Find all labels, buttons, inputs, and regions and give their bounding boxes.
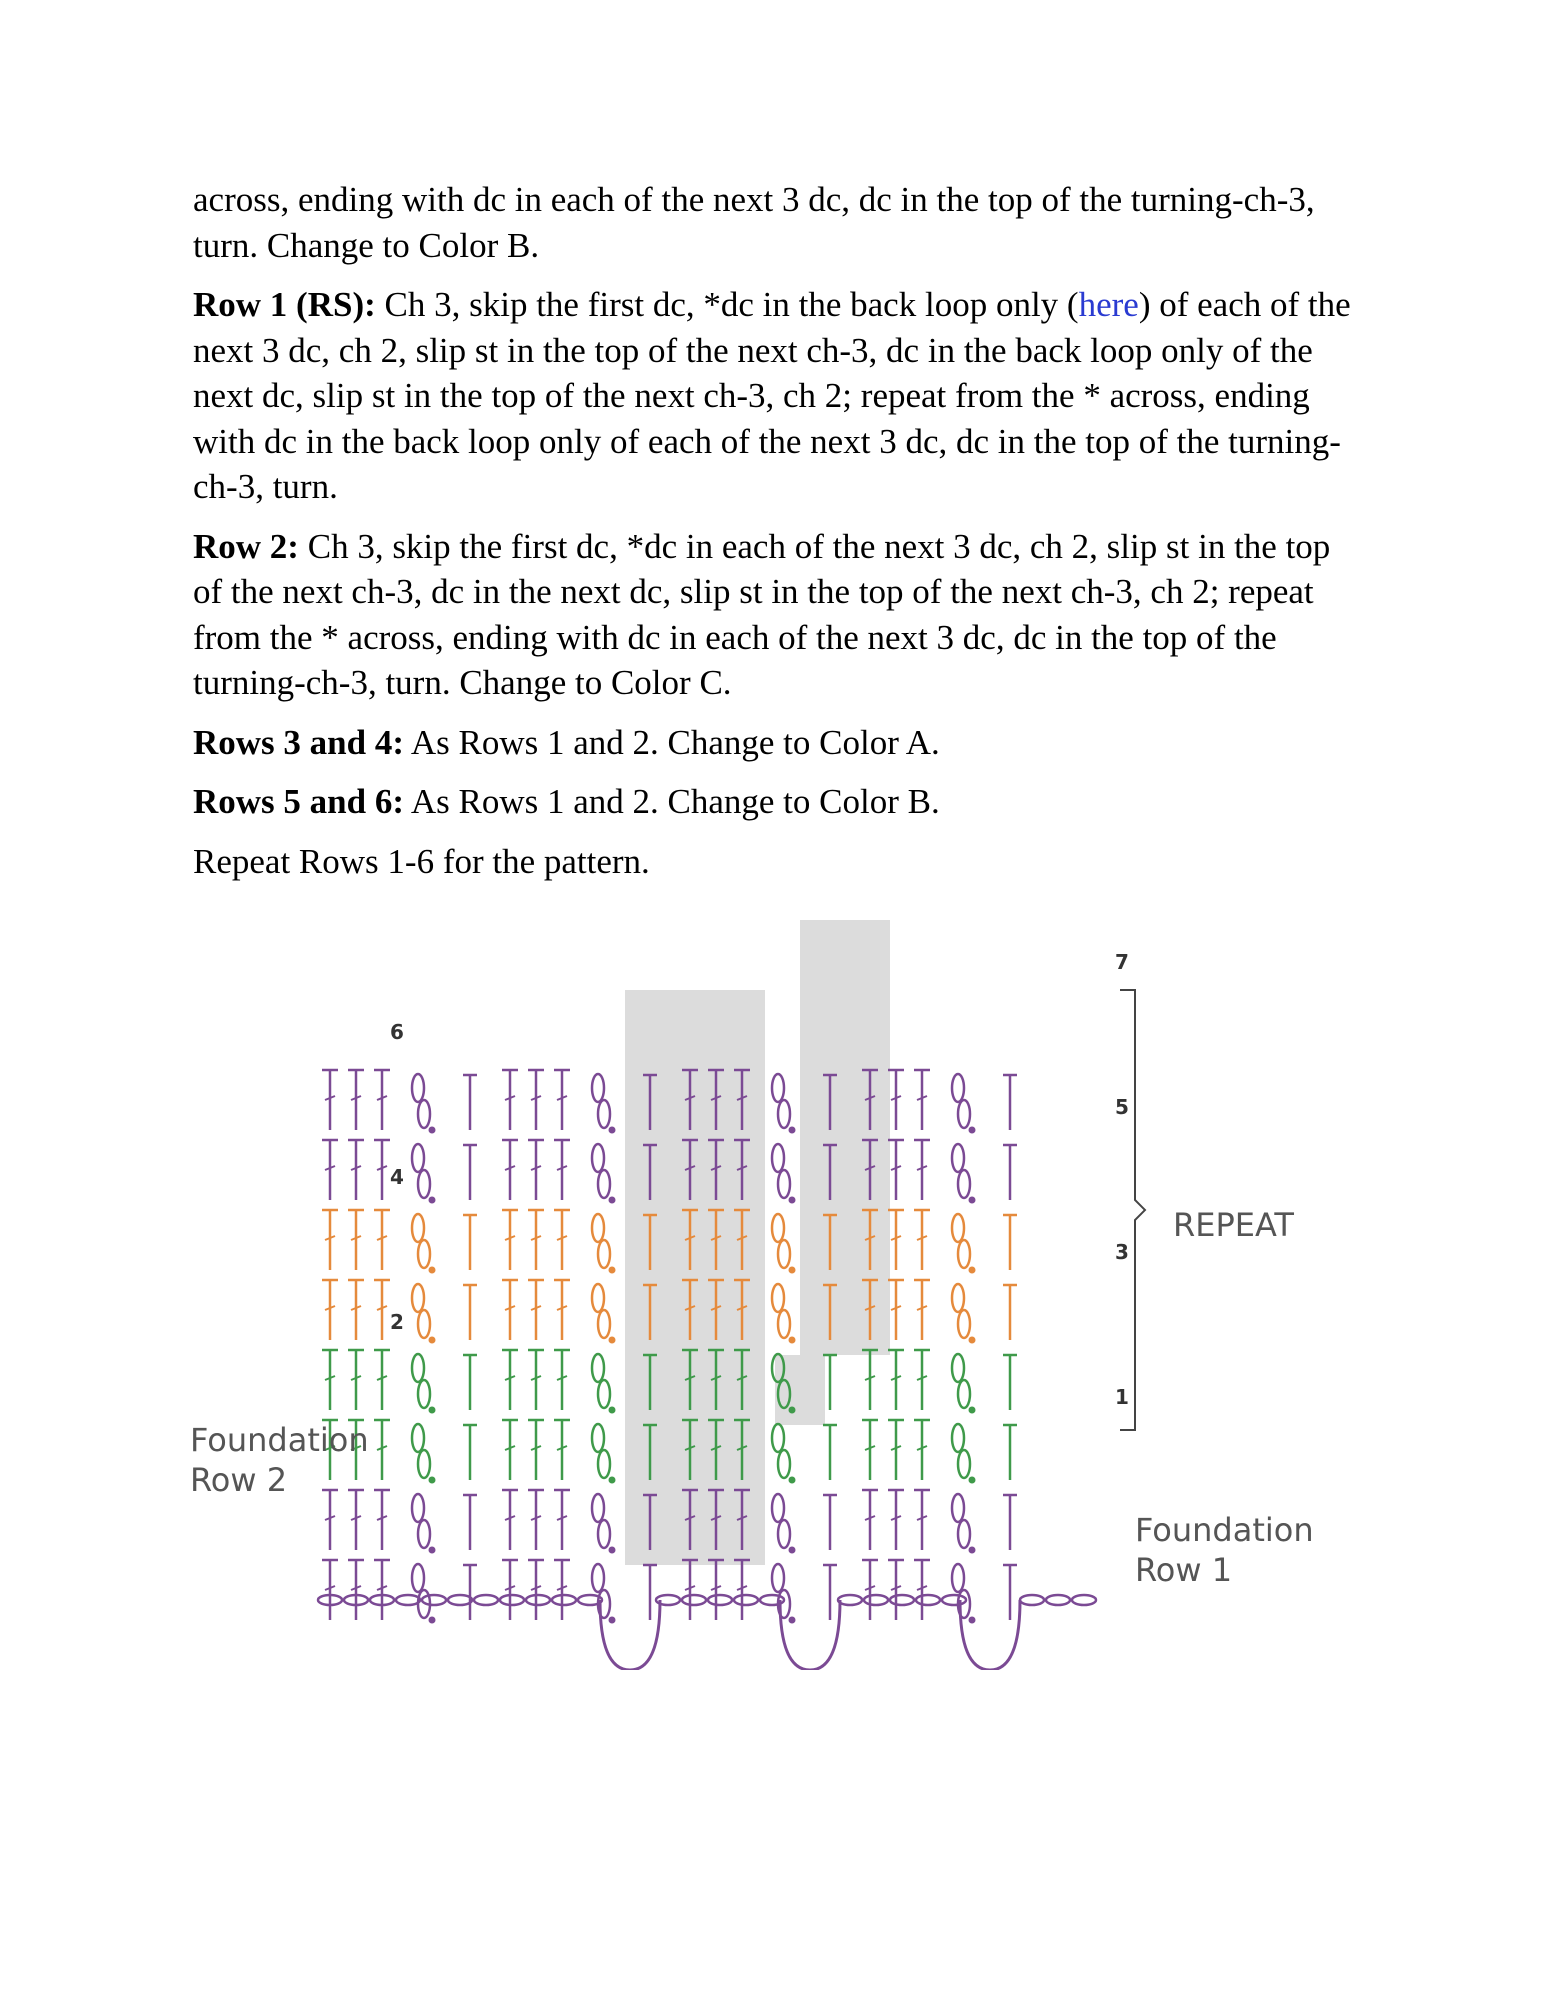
slip-stitch-dot <box>609 1127 616 1134</box>
chain-oval <box>598 1100 610 1128</box>
chain-oval <box>772 1494 784 1522</box>
slip-stitch-dot <box>789 1617 796 1624</box>
rows-3-4-label: Rows 3 and 4: <box>193 722 405 762</box>
chain-oval <box>418 1380 430 1408</box>
chain-oval <box>412 1494 424 1522</box>
slip-stitch-dot <box>429 1617 436 1624</box>
foundation-chain-oval <box>526 1595 550 1605</box>
foundation-chain-oval <box>734 1595 758 1605</box>
row-number-5: 5 <box>1115 1095 1129 1119</box>
slip-stitch-dot <box>789 1267 796 1274</box>
chain-oval <box>418 1100 430 1128</box>
chain-oval <box>952 1494 964 1522</box>
slip-stitch-dot <box>969 1617 976 1624</box>
chain-oval <box>592 1074 604 1102</box>
paragraph-row-1 <box>193 282 1353 510</box>
chain-oval <box>772 1074 784 1102</box>
chain-oval <box>418 1450 430 1478</box>
slip-stitch-dot <box>609 1267 616 1274</box>
chain-oval <box>952 1284 964 1312</box>
chain-oval <box>952 1214 964 1242</box>
slip-stitch-dot <box>789 1407 796 1414</box>
paragraph-row-2 <box>193 524 1353 706</box>
foundation-chain-oval <box>474 1595 498 1605</box>
chain-oval <box>952 1144 964 1172</box>
rows-5-6-text: As Rows 1 and 2. Change to Color B. <box>404 782 940 821</box>
foundation-row-2-label <box>190 1420 369 1500</box>
foundation-chain-oval <box>942 1595 966 1605</box>
slip-stitch-dot <box>969 1127 976 1134</box>
slip-stitch-dot <box>429 1197 436 1204</box>
here-link[interactable]: here <box>1078 285 1139 324</box>
repeat-bracket <box>1120 990 1145 1430</box>
row-number-6: 6 <box>390 1020 404 1044</box>
slip-stitch-dot <box>789 1337 796 1344</box>
chain-oval <box>592 1494 604 1522</box>
continuation-text: across, ending with dc in each of the next 3 dc, dc in the top of the turning-ch-3, turn. Change to Color B. <box>193 180 1315 265</box>
foundation-chain-oval <box>890 1595 914 1605</box>
foundation-chain-oval <box>448 1595 472 1605</box>
chain-oval <box>952 1424 964 1452</box>
chain-oval <box>952 1074 964 1102</box>
slip-stitch-dot <box>609 1407 616 1414</box>
foundation-row-2-line2: Row 2 <box>190 1461 288 1499</box>
chain-oval <box>772 1284 784 1312</box>
chain-oval <box>412 1354 424 1382</box>
rows-3-4-text: As Rows 1 and 2. Change to Color A. <box>404 722 940 762</box>
slip-stitch-dot <box>969 1477 976 1484</box>
chain-oval <box>958 1100 970 1128</box>
chain-oval <box>958 1310 970 1338</box>
slip-stitch-dot <box>429 1267 436 1274</box>
chain-oval <box>952 1564 964 1592</box>
slip-stitch-dot <box>609 1547 616 1554</box>
foundation-chain-oval <box>916 1595 940 1605</box>
chain-oval <box>412 1424 424 1452</box>
slip-stitch-dot <box>969 1337 976 1344</box>
chain-oval <box>958 1380 970 1408</box>
row-number-4: 4 <box>390 1165 404 1189</box>
foundation-chain-oval <box>422 1595 446 1605</box>
chain-oval <box>778 1450 790 1478</box>
repeat-label: REPEAT <box>1173 1206 1294 1244</box>
repeat-text: Repeat Rows 1-6 for the pattern. <box>193 841 650 881</box>
crochet-chart <box>180 910 1360 1670</box>
chain-oval <box>592 1284 604 1312</box>
foundation-chain-oval <box>1072 1595 1096 1605</box>
chain-oval <box>418 1310 430 1338</box>
slip-stitch-dot <box>609 1617 616 1624</box>
shaded-column <box>775 1355 825 1425</box>
chain-oval <box>952 1354 964 1382</box>
foundation-chain-oval <box>1020 1595 1044 1605</box>
slip-stitch-dot <box>609 1197 616 1204</box>
chain-oval <box>958 1450 970 1478</box>
slip-stitch-dot <box>609 1337 616 1344</box>
rows-5-6-label: Rows 5 and 6: <box>193 782 405 821</box>
slip-stitch-dot <box>789 1547 796 1554</box>
chain-oval <box>772 1214 784 1242</box>
slip-stitch-dot <box>969 1197 976 1204</box>
row-number-3: 3 <box>1115 1240 1129 1264</box>
chain-oval <box>592 1424 604 1452</box>
row-2-text: Ch 3, skip the first dc, *dc in each of the next 3 dc, ch 2, slip st in the top of the next ch-3, dc in the next dc, slip st in the top of the next ch-3, ch 2; repeat from the * across, ending with dc in each of the next 3 dc, dc in the top of the turning-ch-3, turn. Change to Color C. <box>193 526 1331 702</box>
chain-oval <box>958 1240 970 1268</box>
chain-oval <box>592 1144 604 1172</box>
chain-oval <box>778 1170 790 1198</box>
slip-stitch-dot <box>429 1127 436 1134</box>
slip-stitch-dot <box>429 1337 436 1344</box>
row-1-text-b: ) of each of the next 3 dc, ch 2, slip st in the top of the next ch-3, dc in the back loop only of the next dc, slip st in the top of the next ch-3, ch 2; repeat from the * across, ending with dc in the back loop only of each of the next 3 dc, dc in the top of the turning-ch-3, turn. <box>193 285 1351 506</box>
shaded-column <box>625 990 710 1565</box>
chain-oval <box>418 1520 430 1548</box>
slip-stitch-dot <box>429 1407 436 1414</box>
foundation-chain-oval <box>1046 1595 1070 1605</box>
pattern-text <box>193 177 1353 898</box>
foundation-chain-oval <box>838 1595 862 1605</box>
chain-oval <box>418 1170 430 1198</box>
foundation-row-1-line2: Row 1 <box>1135 1551 1233 1589</box>
shaded-column <box>710 990 765 1565</box>
row-2-label: Row 2: <box>193 526 299 566</box>
foundation-chain-oval <box>708 1595 732 1605</box>
chain-oval <box>592 1564 604 1592</box>
paragraph-continuation <box>193 177 1353 268</box>
chain-oval <box>412 1214 424 1242</box>
slip-stitch-dot <box>969 1407 976 1414</box>
foundation-chain-oval <box>864 1595 888 1605</box>
foundation-chain-oval <box>396 1595 420 1605</box>
foundation-row-2-line1: Foundation <box>190 1421 369 1459</box>
foundation-chain-oval <box>500 1595 524 1605</box>
shaded-column <box>800 920 890 1355</box>
chain-oval <box>778 1100 790 1128</box>
chain-oval <box>412 1284 424 1312</box>
chain-oval <box>778 1240 790 1268</box>
chain-oval <box>772 1564 784 1592</box>
slip-stitch-dot <box>429 1547 436 1554</box>
chain-oval <box>958 1170 970 1198</box>
chain-oval <box>772 1144 784 1172</box>
chain-oval <box>412 1144 424 1172</box>
foundation-chain-oval <box>552 1595 576 1605</box>
row-number-1: 1 <box>1115 1385 1129 1409</box>
chain-oval <box>418 1240 430 1268</box>
slip-stitch-dot <box>609 1477 616 1484</box>
chain-oval <box>412 1074 424 1102</box>
foundation-row-1-label <box>1135 1510 1314 1590</box>
row-number-7: 7 <box>1115 950 1129 974</box>
chain-oval <box>598 1450 610 1478</box>
paragraph-rows-3-4 <box>193 720 1353 766</box>
chain-oval <box>598 1520 610 1548</box>
slip-stitch-dot <box>969 1547 976 1554</box>
row-number-2: 2 <box>390 1310 404 1334</box>
chain-oval <box>958 1520 970 1548</box>
row-1-label: Row 1 (RS): <box>193 285 376 324</box>
slip-stitch-dot <box>429 1477 436 1484</box>
chain-oval <box>598 1380 610 1408</box>
slip-stitch-dot <box>789 1127 796 1134</box>
paragraph-repeat <box>193 839 1353 885</box>
chain-oval <box>598 1170 610 1198</box>
chain-oval <box>598 1310 610 1338</box>
chain-oval <box>778 1310 790 1338</box>
row-1-text-a: Ch 3, skip the first dc, *dc in the back loop only ( <box>375 285 1079 324</box>
chain-oval <box>412 1564 424 1592</box>
slip-stitch-dot <box>789 1477 796 1484</box>
chain-oval <box>592 1214 604 1242</box>
chain-oval <box>772 1424 784 1452</box>
slip-stitch-dot <box>969 1267 976 1274</box>
foundation-row-1-line1: Foundation <box>1135 1511 1314 1549</box>
paragraph-rows-5-6 <box>193 779 1353 825</box>
foundation-chain-oval <box>682 1595 706 1605</box>
chain-oval <box>592 1354 604 1382</box>
slip-stitch-dot <box>789 1197 796 1204</box>
chain-oval <box>778 1520 790 1548</box>
chain-oval <box>598 1240 610 1268</box>
